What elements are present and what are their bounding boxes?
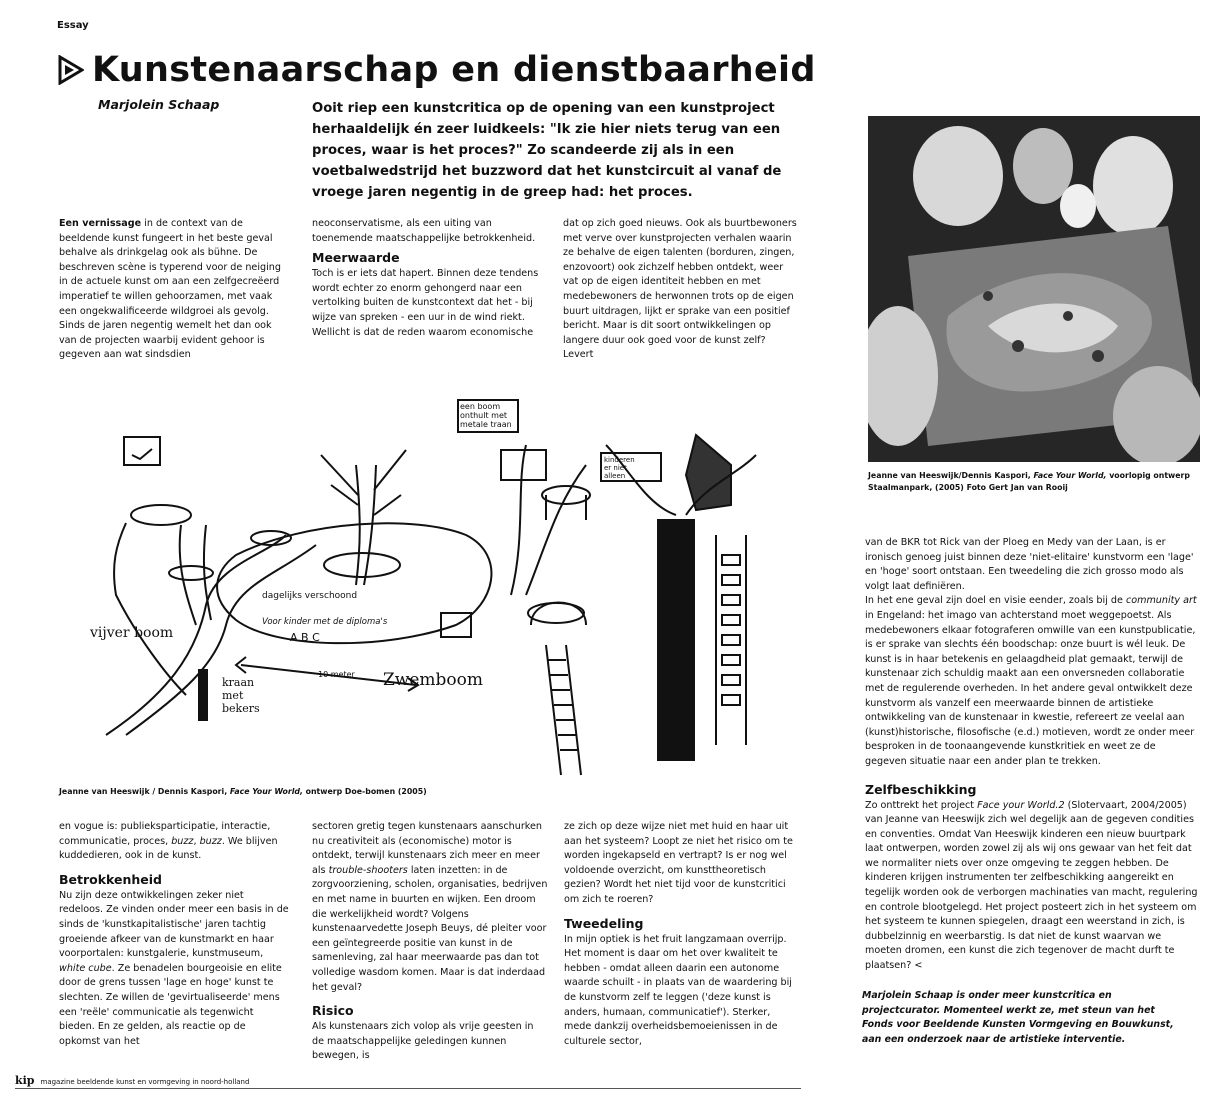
body-text: dat op zich goed nieuws. Ook als buurtbewoners met verve over kunstprojecten verhalen waarin ze behalve de eigen talenten (borduren, zingen, enzovoort) ook zichzelf hebben ontdekt, weer vat op de eigen identiteit hebben en met medebewoners de herwonnen trots op de eigen buurt uitdragen, lijkt er sprake van een positief bericht. Maar is dit soort ontwikkelingen op langere duur ook goed voor de kunst zelf? Levert xyxy=(563,218,797,361)
body-emphasis: buzz xyxy=(199,835,222,847)
children-drawing xyxy=(86,395,786,780)
caption-work: Face Your World, xyxy=(1033,471,1107,480)
drawing-sign-line: onthult met xyxy=(460,411,507,420)
photo-person xyxy=(1093,136,1173,236)
body-emphasis: community art xyxy=(1125,595,1197,607)
caption-authors: Jeanne van Heeswijk/Dennis Kaspori, xyxy=(868,471,1031,480)
body-text: (Slotervaart, 2004/2005) van Jeanne van Heeswijk zich wel degelijk aan de gegeven condities en conventies. Omdat Van Heeswijk kinderen een nieuw buurtpark laat ontwerpen, worden zowel zij als wij ons gewaar van het feit dat we normaliter niets over onze omgeving te zeggen hebben. De kinderen krijgen instrumenten ter zelfbeschikking aangereikt en tegelijk worden ook de verborgen machinaties van macht, regulering en controle blootgelegd. Het project posteert zich in het systeem om het systeem te kunnen spiegelen, draagt een weerstand in zich, is dubbelzinnig en weerbarstig. Is dat niet de kunst waarvan we moeten dromen, een kunst die zich tegenover de macht durft te plaatsen? < xyxy=(865,799,1198,972)
author-name: Marjolein Schaap xyxy=(98,97,220,112)
subheading-risico: Risico xyxy=(312,1003,354,1019)
drawing-label-met: met xyxy=(222,689,244,702)
drawing-sign-line: er niet xyxy=(604,464,627,472)
photo-person xyxy=(1060,184,1096,228)
subheading-betrokkenheid: Betrokkenheid xyxy=(59,871,163,887)
body-text: . Ze benadelen bourgeoisie en elite door de grens tussen 'lage en hoge' kunst te slechten. Ze willen de 'gevirtualiseerde' mens een 'reële' communicatie als tegenwicht bieden. En ze gelden, als reactie op de opkomst van het xyxy=(59,962,282,1047)
body-emphasis: white cube xyxy=(59,962,112,974)
body-text: In het ene geval zijn doel en visie eender, zoals bij de xyxy=(865,595,1126,607)
body-text: Nu zijn deze ontwikkelingen zeker niet redeloos. Ze vinden onder meer een basis in de sinds de 'kunstkapitalistische' jaren tachtig groeiende afkeer van de kunstmarkt en haar voorportalen: kunstgalerie, kunstmuseum, xyxy=(59,889,289,960)
drawing-dark-tree xyxy=(658,520,694,760)
body-emphasis: Face your World.2 xyxy=(977,799,1065,811)
photo-person xyxy=(913,126,1003,226)
body-text: in Engeland: het imago van achterstand moet weggepoetst. Als medebewoners elkaar fotograferen omwille van een kunstpublicatie, is er sprake van slechts één boodschap: onze buurt is wél leuk. De kunst is in haar betekenis en gelaagdheid plat gemaakt, terwijl de kunstenaar zich schuldig maakt aan een onversneden collaboratie met de regulerende overheden. In het andere geval ontwikkelt deze kunstvorm als vanzelf een meerwaarde binnen de artistieke ontwikkeling van de kunstenaar in kwestie, refereert ze veelal aan (kunst)historische, filosofische (e.d.) motieven, wordt ze onder meer besproken in de toonaangevende kunstkritiek en weet ze de gegeven situatie naar een ander plan te trekken. xyxy=(865,609,1196,767)
bottom-column-1 xyxy=(59,820,289,1049)
body-emphasis: buzz xyxy=(171,835,194,847)
drawing-sign-line: kinderen xyxy=(604,456,635,464)
body-text: ze zich op deze wijze niet met huid en haar uit aan het systeem? Loopt ze niet het risico om te worden ingekapseld en vertrapt? Is er nog wel voldoende overzicht, om kunsttheoretisch gezien? Wordt het niet tijd voor de kunstcritici om zich te roeren? xyxy=(564,821,793,905)
page-title: Kunstenaarschap en dienstbaarheid xyxy=(92,50,816,90)
footer xyxy=(15,1074,249,1087)
workshop-photo xyxy=(868,116,1200,462)
drawing-tower xyxy=(716,535,746,745)
lead-paragraph: Ooit riep een kunstcritica op de opening van een kunstproject herhaaldelijk én zeer luidkeels: "Ik zie hier niets terug van een proces, waar is het proces?" Zo scandeerde zij als in een voetbalwedstrijd het buzzword dat het kunstcircuit al vanaf de vroege jaren negentig in de greep had: het proces. xyxy=(312,101,782,200)
drawing-caption xyxy=(59,786,427,798)
drawing-sign-box xyxy=(124,437,160,465)
subheading-zelfbeschikking: Zelfbeschikking xyxy=(865,781,977,797)
caption-rest: ontwerp Doe-bomen (2005) xyxy=(305,787,427,796)
drawing-label-vijver: vijver boom xyxy=(90,625,174,641)
subheading-tweedeling: Tweedeling xyxy=(564,915,644,931)
runin-text: Een vernissage xyxy=(59,218,142,229)
drawing-check-mark xyxy=(132,449,152,459)
body-text: in de context van de beeldende kunst fungeert in het beste geval behalve als drinkgelag ook als bühne. De beschreven scène is typerend voor de neiging in de actuele kunst om aan een zelfgecreëerd imperatief te willen gehoorzamen, met vaak een ongekwalificeerde wildgroei als gevolg. Sinds de jaren negentig wemelt het dan ook van de projecten waarbij evident gehoor is gegeven aan wat sindsdien xyxy=(59,218,281,361)
body-text: en vogue is: publieksparticipatie, interactie, communicatie, proces, xyxy=(59,821,271,847)
drawing-label-abc: A B C xyxy=(290,631,320,644)
section-label: Essay xyxy=(57,20,89,31)
drawing-central-tree xyxy=(356,465,376,585)
drawing-treehouse xyxy=(686,435,731,510)
body-text: Zo onttrekt het project xyxy=(865,799,978,811)
drawing-label-zwemboom: Zwemboom xyxy=(383,670,484,690)
body-text: Toch is er iets dat hapert. Binnen deze tendens wordt echter zo enorm gehongerd naar een vertolking buiten de kunstcontext dat het - bij wijze van spreken - een uur in de wind riekt. Wellicht is dat de reden waarom economische xyxy=(312,268,539,338)
footer-logo: kip xyxy=(15,1074,35,1087)
body-text: van de BKR tot Rick van der Ploeg en Medy van der Laan, is er ironisch genoeg juist binnen deze 'niet-elitaire' kunstvorm een 'lage' en 'hoge' soort ontstaan. Een tweedeling die zich grosso modo als volgt laat definiëren. xyxy=(865,537,1194,592)
top-column-2 xyxy=(312,217,542,340)
drawing-ladder xyxy=(546,645,581,775)
body-text: neoconservatisme, als een uiting van toenemende maatschappelijke betrokkenheid. xyxy=(312,218,536,244)
body-text: , xyxy=(193,835,200,847)
caption-rest: voorlopig ontwerp Staalmanpark, (2005) Foto Gert Jan van Rooij xyxy=(868,471,1190,492)
caption-authors: Jeanne van Heeswijk / Dennis Kaspori, xyxy=(59,787,228,796)
body-text: In mijn optiek is het fruit langzamaan overrijp. Het moment is daar om het over kwaliteit te hebben - omdat alleen daarin een autonome waarde schuilt - in plaats van de waardering bij de kunstvorm zelf te leggen ('deze kunst is anders, humaan, communicatief'). Sterker, mede dankzij overheidsbemoeienissen in de culturele sector, xyxy=(564,933,792,1047)
top-column-1 xyxy=(59,217,284,363)
drawing-sign-text-2 xyxy=(604,456,635,480)
drawing-tap xyxy=(199,670,207,720)
drawing-label-diploma: Voor kinder met de diploma's xyxy=(262,617,388,627)
body-text: sectoren gretig tegen kunstenaars aanschurken nu creativiteit als (economische) motor is ontdekt, terwijl kunstenaars zich meer en meer als xyxy=(312,821,542,876)
body-text: Als kunstenaars zich volop als vrije geesten in de maatschappelijke geledingen kunnen bewegen, is xyxy=(312,1021,534,1062)
drawing-label-meter: 10 meter xyxy=(318,670,355,679)
drawing-label-kraan: kraan xyxy=(222,676,255,689)
footer-text: magazine beeldende kunst en vormgeving in noord-holland xyxy=(40,1078,250,1086)
caption-work: Face Your World, xyxy=(229,787,303,796)
drawing-platform xyxy=(131,505,191,525)
body-emphasis: trouble-shooters xyxy=(328,864,408,876)
drawing-label-dagelijks: dagelijks verschoond xyxy=(262,591,358,601)
drawing-sign-line: metale traan xyxy=(460,420,512,429)
drawing-sign-line: een boom xyxy=(460,402,501,411)
photo-shapes xyxy=(868,116,1200,462)
bottom-column-2 xyxy=(312,820,548,1064)
photo-caption xyxy=(868,470,1198,494)
right-column xyxy=(865,536,1200,974)
top-column-3 xyxy=(563,217,797,363)
bottom-column-3 xyxy=(564,820,794,1049)
author-bio: Marjolein Schaap is onder meer kunstcritica en projectcurator. Momenteel werkt ze, met steun van het Fonds voor Beeldende Kunsten Vormgeving en Bouwkunst, aan een onderzoek naar de artistieke interventie. xyxy=(862,990,1174,1045)
title-arrow-icon xyxy=(58,55,84,85)
title-row xyxy=(58,50,816,90)
drawing-sign-line: alleen xyxy=(604,472,626,480)
drawing-sign-text xyxy=(460,402,512,429)
drawing-label-bekers: bekers xyxy=(222,702,260,715)
body-text: . We blijven kuddedieren, ook in de kunst. xyxy=(59,835,278,862)
body-text: laten inzetten: in de zorgvoorziening, scholen, organisaties, bedrijven en met name in buurten en wijken. Een droom die werkelijkheid wordt? Volgens kunstenaarvedette Joseph Beuys, dé pleiter voor een geïntegreerde positie van kunst in de samenleving, zal haar meerwaarde pas dan tot volledige wasdom komen. Maar is dat inderdaad het geval? xyxy=(312,864,548,993)
subheading-meerwaarde: Meerwaarde xyxy=(312,250,400,266)
footer-divider xyxy=(15,1088,801,1089)
drawing-label-kraan-group xyxy=(222,676,260,715)
